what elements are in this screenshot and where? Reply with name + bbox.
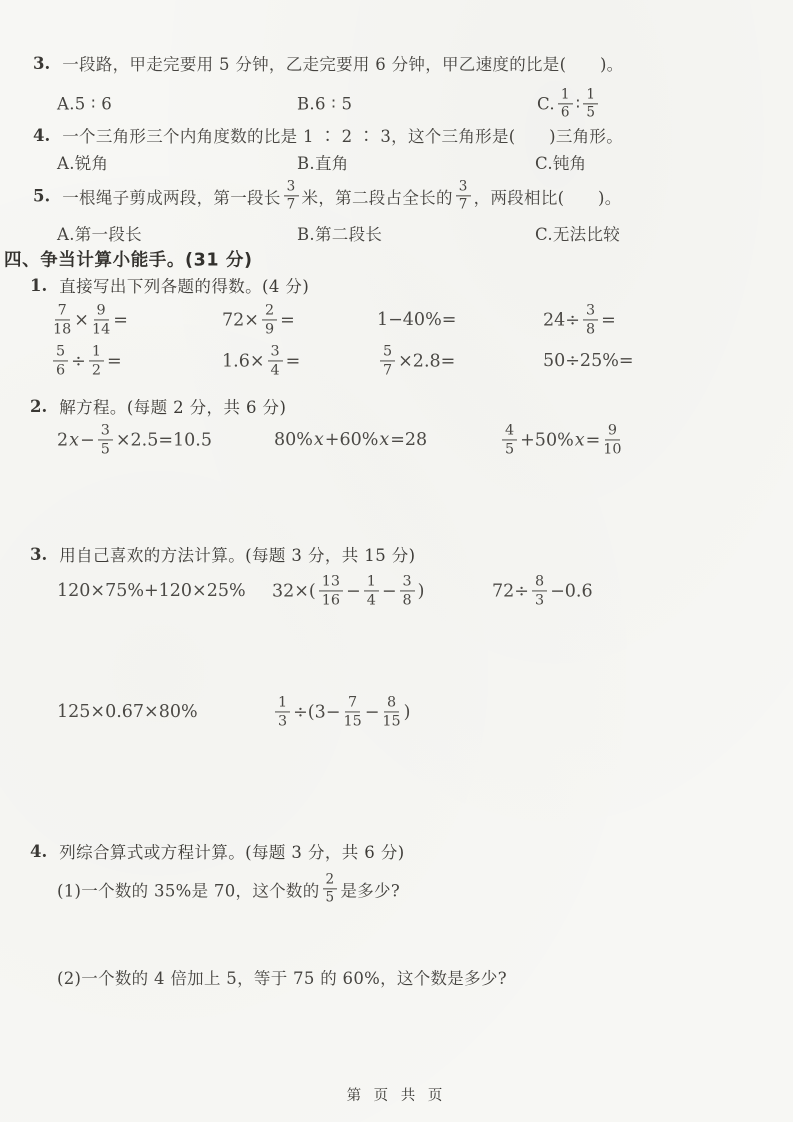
method-calc-expression-1: 120×75%+120×25% [57, 581, 246, 601]
question-4-option-b: B.直角 [297, 154, 349, 173]
question-5-stem: 一根绳子剪成两段，第一段长 $\frac{3}{7}$ 米，第二段占全长的 $\frac{3}{7}$ ，两段相比( )。 [62, 178, 622, 213]
question-4-option-c: C.钝角 [535, 154, 587, 173]
word-problem-1: (1)一个数的 35%是 70，这个数的 $\frac{2}{5}$ 是多少? [57, 871, 400, 906]
question-3 [33, 51, 623, 75]
sub-question-2-title: 解方程。(每题 2 分，共 6 分) [59, 398, 287, 417]
sub-question-3-title: 用自己喜欢的方法计算。(每题 3 分，共 15 分) [59, 546, 416, 565]
sub-question-1-header [30, 273, 309, 297]
question-4 [33, 123, 623, 147]
equation-1: 2 x − $\frac{3}{5}$ ×2.5=10.5 [57, 422, 212, 458]
sub-question-1-title: 直接写出下列各题的得数。(4 分) [59, 277, 310, 296]
sub-question-3-number: 3. [30, 544, 48, 564]
sub-question-1-number: 1. [30, 275, 48, 295]
question-5-option-b: B.第二段长 [297, 225, 383, 244]
quick-calc-expression-8: 50÷25%= [543, 351, 634, 371]
question-4-stem: 一个三角形三个内角度数的比是 1 ∶ 2 ∶ 3，这个三角形是( )三角形。 [62, 127, 624, 146]
section-4-title: 四、争当计算小能手。(31 分) [4, 250, 253, 271]
question-3-option-b: B.6 ∶ 5 [297, 94, 353, 114]
question-5-option-c: C.无法比较 [535, 225, 621, 244]
quick-calc-expression-2: 72× $\frac{2}{9}$ = [222, 302, 295, 338]
quick-calc-expression-3: 1−40%= [377, 310, 457, 330]
quick-calc-expression-6: 1.6× $\frac{3}{4}$ = [222, 343, 301, 379]
page-footer: 第 页 共 页 [346, 1088, 447, 1104]
sub-question-4-title: 列综合算式或方程计算。(每题 3 分，共 6 分) [59, 843, 405, 862]
sub-question-3-header [30, 542, 415, 566]
quick-calc-expression-5: $\frac{5}{6}$ ÷ $\frac{1}{2}$ = [50, 343, 122, 378]
method-calc-expression-5: $\frac{1}{3}$ ÷(3− $\frac{7}{15}$ − $\frac{8}{15}$ ) [272, 694, 410, 729]
question-3-number: 3. [33, 53, 51, 73]
quick-calc-expression-1: $\frac{7}{18}$ × $\frac{9}{14}$ = [53, 302, 128, 338]
question-3-option-a: A.5 ∶ 6 [57, 94, 113, 114]
question-3-stem: 一段路，甲走完要用 5 分钟，乙走完要用 6 分钟，甲乙速度的比是( )。 [62, 55, 624, 74]
method-calc-expression-4: 125×0.67×80% [57, 702, 198, 722]
question-3-option-c: C. $\frac{1}{6}$ ∶ $\frac{1}{5}$ [537, 87, 601, 120]
question-5-option-a: A.第一段长 [57, 225, 142, 244]
sub-question-4-number: 4. [30, 841, 48, 861]
equation-3: $\frac{4}{5}$ +50% x = $\frac{9}{10}$ [499, 422, 625, 457]
sub-question-2-header [30, 394, 286, 418]
sub-question-4-header [30, 839, 405, 863]
question-4-number: 4. [33, 125, 51, 145]
equation-2: 80% x +60% x =28 [274, 430, 428, 450]
question-4-option-a: A.锐角 [57, 154, 109, 173]
method-calc-expression-2: 32×( $\frac{13}{16}$ − $\frac{1}{4}$ − $\frac{3}{8}$ ) [272, 573, 425, 609]
word-problem-2: (2)一个数的 4 倍加上 5，等于 75 的 60%，这个数是多少? [57, 969, 507, 988]
quick-calc-expression-4: 24÷ $\frac{3}{8}$ = [543, 302, 616, 338]
question-5-number: 5. [33, 186, 51, 206]
method-calc-expression-3: 72÷ $\frac{8}{3}$ −0.6 [492, 573, 593, 609]
sub-question-2-number: 2. [30, 396, 48, 416]
question-5 [33, 179, 622, 212]
section-4-header [4, 247, 253, 272]
quick-calc-expression-7: $\frac{5}{7}$ ×2.8= [377, 343, 455, 378]
